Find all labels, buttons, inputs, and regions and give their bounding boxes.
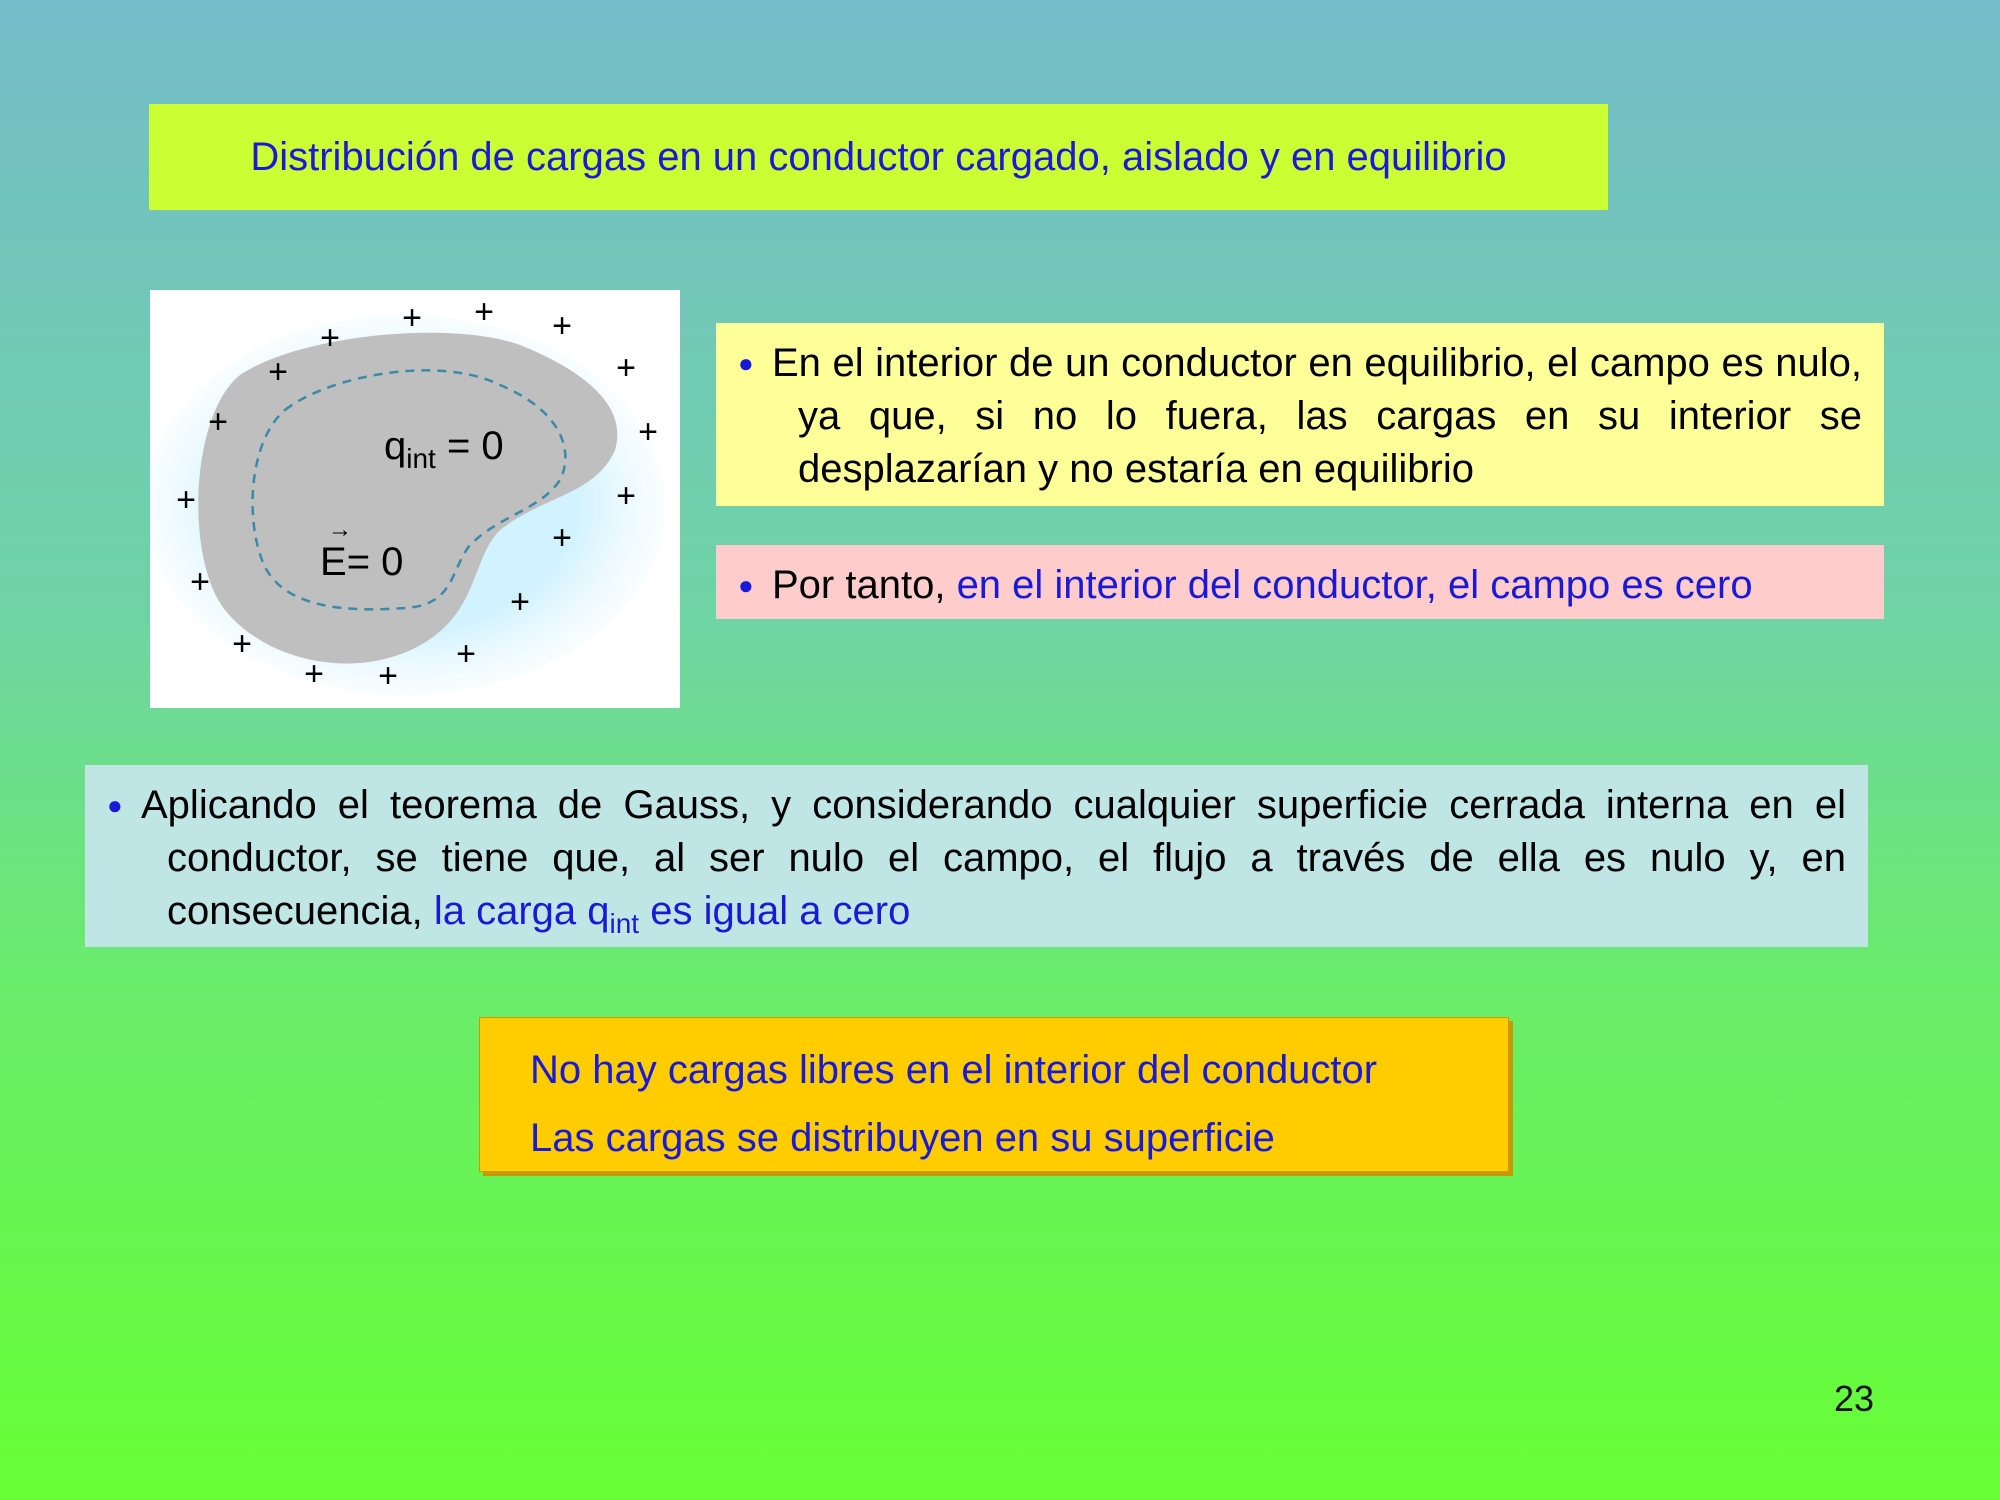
- point3-text: [141, 779, 1846, 950]
- plus-charge: +: [232, 625, 252, 663]
- plus-charge: +: [474, 293, 494, 331]
- point2-prefix: Por tanto,: [772, 563, 957, 607]
- point3-highlight-sub: int: [609, 908, 640, 939]
- point2-highlight: en el interior del conductor, el campo es cero: [956, 563, 1753, 607]
- e-symbol: E: [320, 540, 347, 584]
- bullet-icon: ●: [107, 790, 123, 820]
- plus-charge: +: [208, 403, 228, 441]
- point-gauss: [85, 765, 1868, 947]
- plus-charge: +: [304, 655, 324, 693]
- title-banner: [149, 104, 1608, 210]
- plus-charge: +: [510, 583, 530, 621]
- conductor-diagram: [150, 290, 680, 708]
- plus-charge: +: [552, 307, 572, 345]
- point3-highlight: [433, 889, 911, 939]
- q-value: = 0: [446, 424, 504, 468]
- bullet-icon: ●: [738, 348, 754, 378]
- vector-arrow-icon: →: [328, 516, 352, 543]
- conclusion-line-1: No hay cargas libres en el interior del conductor: [530, 1048, 1378, 1092]
- plus-charge: +: [616, 349, 636, 387]
- conductor-diagram-svg: [150, 290, 680, 708]
- point3-highlight-pre: la carga q: [433, 889, 610, 933]
- point1-text: En el interior de un conductor en equilibrio, el campo es nulo, ya que, si no lo fuera, las cargas en su interior se desplazarían y no estaría en equilibrio: [772, 341, 1862, 491]
- conclusion-line-2: Las cargas se distribuyen en su superficie: [530, 1116, 1275, 1160]
- point-field-null: [716, 323, 1884, 506]
- q-symbol: q: [384, 424, 407, 468]
- conclusion-box: [479, 1017, 1509, 1172]
- q-subscript: int: [406, 443, 436, 474]
- plus-charge: +: [176, 481, 196, 519]
- point3-highlight-post: es igual a cero: [639, 889, 911, 933]
- page-number: 23: [1834, 1378, 1875, 1419]
- plus-charge: +: [552, 519, 572, 557]
- plus-charge: +: [638, 413, 658, 451]
- plus-charge: +: [402, 299, 422, 337]
- plus-charge: +: [190, 563, 210, 601]
- slide-title: Distribución de cargas en un conductor cargado, aislado y en equilibrio: [250, 134, 1507, 179]
- point-field-zero: [716, 545, 1884, 619]
- point3-body: Aplicando el teorema de Gauss, y considerando cualquier superficie cerrada interna en el conductor, se tiene que, al ser nulo el campo, el flujo a través de ella es nulo y, en consecuencia,: [141, 783, 1846, 933]
- e-field-label: [320, 540, 403, 585]
- plus-charge: +: [456, 635, 476, 673]
- plus-charge: +: [378, 657, 398, 695]
- e-value: = 0: [346, 540, 404, 584]
- plus-charge: +: [268, 353, 288, 391]
- q-int-label: [384, 424, 504, 475]
- plus-charge: +: [616, 477, 636, 515]
- point2-text: [772, 559, 1862, 612]
- bullet-icon: ●: [738, 570, 754, 600]
- plus-charge: +: [320, 319, 340, 357]
